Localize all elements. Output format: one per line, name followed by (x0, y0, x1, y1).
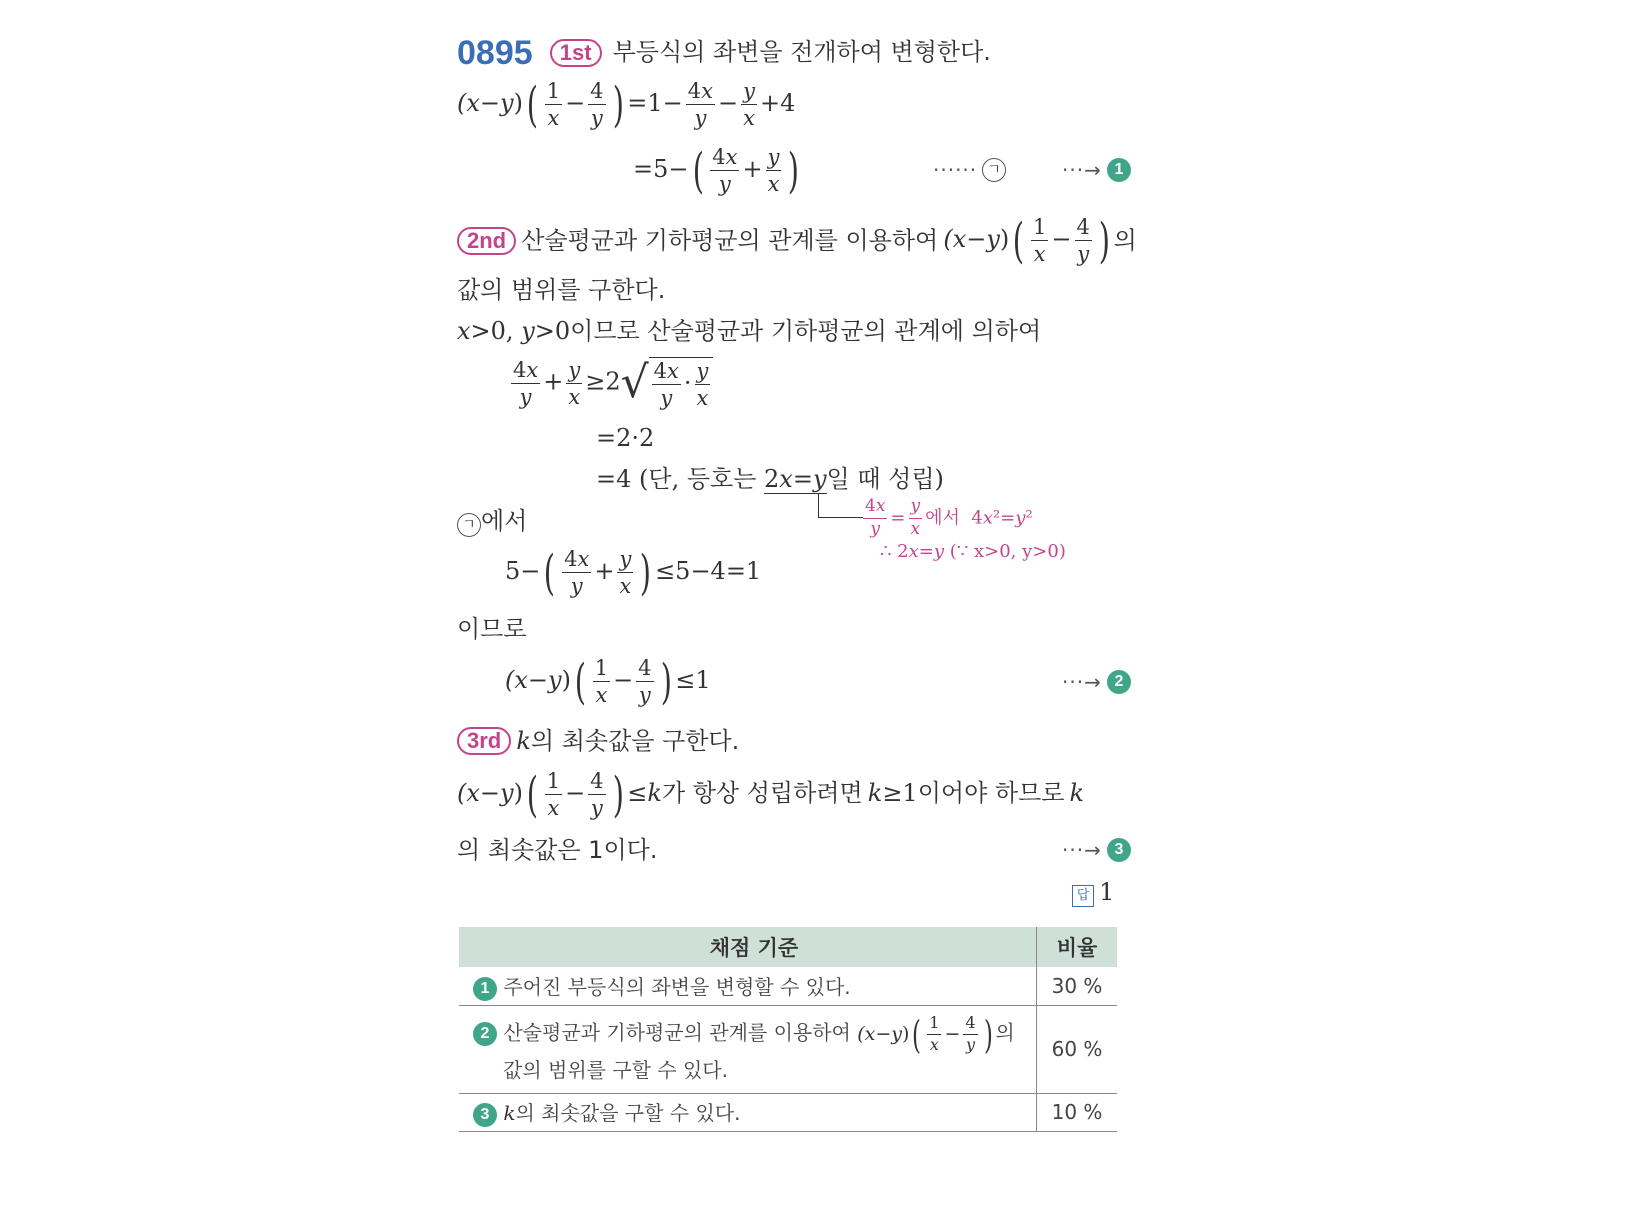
amgm-step-2: =2·2 (596, 424, 655, 452)
row-ratio: 60 % (1037, 1005, 1118, 1093)
equality-note-end: 일 때 성립) (826, 465, 944, 493)
step3-tag: 3rd (457, 727, 511, 755)
problem-header (457, 36, 991, 70)
table-row: 2 산술평균과 기하평균의 관계를 이용하여 (x−y)( $\frac{1}{x}$ − $\frac{4}{y}$ ) 의 값의 범위를 구할 수 있다. 60 % (459, 1005, 1117, 1093)
row-ratio: 10 % (1037, 1093, 1118, 1131)
row-text-line2: 값의 범위를 구할 수 있다. (503, 1057, 728, 1082)
amgm-step-3: =4 (단, 등호는 2x=y일 때 성립) (596, 465, 944, 493)
row-badge-1-icon: 1 (473, 977, 497, 1001)
row-text: 주어진 부등식의 좌변을 변형할 수 있다. (503, 975, 851, 999)
badge-2-icon: 2 (1107, 670, 1131, 694)
amgm-inequality: $\frac{4x}{y}$ + $\frac{y}{x}$ ≥2√ $\frac{4x}{y}$ · $\frac{y}{x}$ (508, 357, 713, 409)
row-text: 의 최솟값을 구할 수 있다. (515, 1101, 741, 1126)
row-text-prefix: 산술평균과 기하평균의 관계를 이용하여 (503, 1020, 851, 1045)
scoring-table (459, 927, 1117, 1132)
row-badge-2-icon: 2 (473, 1022, 497, 1046)
answer-icon: 답 (1072, 885, 1094, 907)
note-connector (818, 493, 863, 518)
equality-note: (단, 등호는 (639, 465, 757, 493)
badge-3-icon: 3 (1107, 838, 1131, 862)
table-row: 3 k의 최솟값을 구할 수 있다. 10 % (459, 1093, 1117, 1131)
result-inequality: (x−y)( $\frac{1}{x}$ − $\frac{4}{y}$ ) ≤1 (505, 653, 711, 710)
problem-number: 0895 (457, 34, 533, 72)
marker-1: ···→ 1 (1062, 158, 1131, 182)
row-text-suffix: 의 (995, 1020, 1015, 1045)
condition-text: 이므로 산술평균과 기하평균의 관계에 의하여 (570, 317, 1042, 345)
badge-1-icon: 1 (1107, 158, 1131, 182)
circle-giyeok-icon-2: ㄱ (457, 513, 481, 537)
step3-text-line: (x−y)( $\frac{1}{x}$ − $\frac{4}{y}$ ) ≤k가 항상 성립하려면 k≥1이어야 하므로 k (457, 766, 1085, 823)
marker-3: ···→ 3 (1062, 838, 1131, 862)
marker-2: ···→ 2 (1062, 670, 1131, 694)
side-note-cond: (∵ x>0, y>0) (949, 541, 1066, 562)
step3-title-line: 3rd k의 최솟값을 구한다. (457, 727, 739, 755)
answer-line (1072, 880, 1114, 907)
bound-inequality: 5−( $\frac{4x}{y}$ + $\frac{y}{x}$ ) ≤5−4=1 (505, 544, 762, 601)
header-criteria: 채점 기준 (459, 927, 1037, 967)
step2-tag: 2nd (457, 227, 516, 255)
header-ratio: 비율 (1037, 927, 1118, 967)
side-note-1: $\frac{4x}{y}$ = $\frac{y}{x}$ 에서 4x²=y² (865, 496, 1033, 539)
condition-line: x>0, y>0이므로 산술평균과 기하평균의 관계에 의하여 (457, 317, 1042, 345)
step2-title-suffix: 의 (1113, 226, 1137, 255)
so-label: 이므로 (457, 615, 527, 643)
from-label: 에서 (481, 507, 528, 535)
step2-title-line: 2nd 산술평균과 기하평균의 관계를 이용하여 (x−y)( $\frac{1}{x}$ − $\frac{4}{y}$ ) 의 (457, 216, 1137, 265)
step2-title-prefix: 산술평균과 기하평균의 관계를 이용하여 (521, 226, 939, 255)
ref-circle-1: ······ ㄱ (933, 158, 1006, 182)
step3-line2: 의 최솟값은 1이다. (457, 836, 658, 864)
step3-text-mid2: 이어야 하므로 (917, 779, 1065, 808)
side-note-2: ∴ 2x=y (∵ x>0, y>0) (880, 541, 1066, 562)
equation-expand-1: (x−y)( $\frac{1}{x}$ − $\frac{4}{y}$ ) =1− $\frac{4x}{y}$ − $\frac{y}{x}$ +4 (457, 76, 796, 133)
table-row (459, 967, 1117, 1005)
answer-value: 1 (1099, 878, 1115, 906)
step3-text-mid: 가 항상 성립하려면 (661, 779, 863, 808)
equation-expand-2: =5−( $\frac{4x}{y}$ + $\frac{y}{x}$ ) (633, 142, 800, 199)
circle-giyeok-icon: ㄱ (982, 158, 1006, 182)
row-badge-3-icon: 3 (473, 1103, 497, 1127)
row-ratio: 30 % (1037, 967, 1118, 1005)
step2-title-line2: 값의 범위를 구한다. (457, 276, 666, 304)
step1-tag: 1st (550, 39, 602, 67)
step1-title: 부등식의 좌변을 전개하여 변형한다. (612, 38, 991, 66)
side-note-mid: 에서 (925, 507, 960, 529)
step3-title: 의 최솟값을 구한다. (530, 727, 740, 755)
from-circle-line (457, 509, 527, 537)
